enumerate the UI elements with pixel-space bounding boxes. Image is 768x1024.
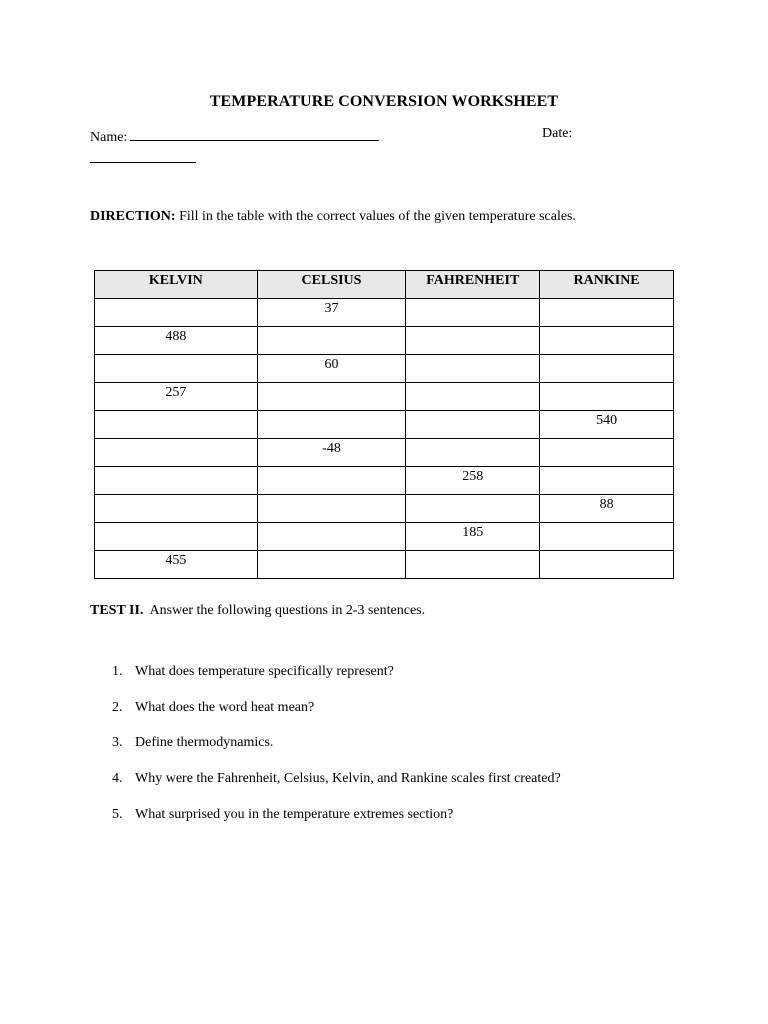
question-text: Why were the Fahrenheit, Celsius, Kelvin, and Rankine scales first created? — [135, 771, 561, 787]
table-row — [95, 383, 674, 411]
table-cell[interactable] — [95, 355, 258, 383]
direction-body: Fill in the table with the correct values of the given temperature scales. — [175, 209, 576, 224]
list-item — [112, 770, 561, 806]
table-cell[interactable] — [257, 523, 406, 551]
name-field[interactable] — [90, 126, 379, 146]
question-number: 4. — [112, 771, 123, 787]
table-cell[interactable]: 455 — [95, 551, 258, 579]
date-blank-line[interactable] — [90, 148, 196, 163]
date-label: Date: — [542, 126, 573, 141]
table-cell[interactable] — [95, 411, 258, 439]
question-text: What surprised you in the temperature extremes section? — [135, 806, 454, 822]
table-cell[interactable] — [406, 355, 540, 383]
list-item — [112, 806, 561, 842]
table-row — [95, 495, 674, 523]
question-number: 3. — [112, 735, 123, 751]
table-row — [95, 467, 674, 495]
table-cell[interactable] — [257, 467, 406, 495]
table-cell[interactable] — [406, 383, 540, 411]
table-cell[interactable] — [95, 523, 258, 551]
table-row — [95, 327, 674, 355]
table-cell[interactable] — [540, 355, 674, 383]
table-row — [95, 355, 674, 383]
table-cell[interactable]: 540 — [540, 411, 674, 439]
question-text: Define thermodynamics. — [135, 735, 274, 751]
list-item — [112, 734, 561, 770]
list-item — [112, 663, 561, 699]
conversion-table — [94, 270, 674, 579]
table-header-row — [95, 271, 674, 299]
question-number: 1. — [112, 664, 123, 679]
table-cell[interactable]: 60 — [257, 355, 406, 383]
table-cell[interactable]: 37 — [257, 299, 406, 327]
table-cell[interactable] — [406, 551, 540, 579]
question-text: What does temperature specifically represent? — [135, 664, 394, 679]
header-kelvin: KELVIN — [95, 271, 258, 299]
table-row — [95, 299, 674, 327]
table-row — [95, 439, 674, 467]
table-cell[interactable] — [95, 299, 258, 327]
header-rankine: RANKINE — [540, 271, 674, 299]
table-cell[interactable]: 258 — [406, 467, 540, 495]
test-two-body: Answer the following questions in 2-3 sentences. — [149, 603, 426, 618]
page-title: TEMPERATURE CONVERSION WORKSHEET — [209, 93, 559, 110]
table-cell[interactable] — [406, 495, 540, 523]
table-cell[interactable] — [406, 327, 540, 355]
question-number: 2. — [112, 699, 123, 715]
table-cell[interactable] — [540, 439, 674, 467]
question-text: What does the word heat mean? — [135, 699, 315, 715]
table-cell[interactable] — [95, 439, 258, 467]
table-cell[interactable] — [540, 327, 674, 355]
table-cell[interactable]: 488 — [95, 327, 258, 355]
table-cell[interactable] — [406, 299, 540, 327]
question-number: 5. — [112, 806, 123, 822]
table-cell[interactable] — [257, 383, 406, 411]
table-cell[interactable] — [540, 523, 674, 551]
table-row — [95, 523, 674, 551]
direction-text — [90, 209, 576, 225]
question-list — [112, 663, 561, 841]
table-cell[interactable] — [540, 299, 674, 327]
table-cell[interactable]: 185 — [406, 523, 540, 551]
header-fahrenheit: FAHRENHEIT — [406, 271, 540, 299]
table-cell[interactable] — [540, 383, 674, 411]
table-row — [95, 551, 674, 579]
direction-label: DIRECTION: — [90, 209, 176, 224]
table-cell[interactable] — [257, 327, 406, 355]
table-cell[interactable]: 257 — [95, 383, 258, 411]
name-label: Name: — [90, 130, 128, 145]
table-cell[interactable] — [406, 411, 540, 439]
table-cell[interactable] — [257, 411, 406, 439]
test-two-instruction — [90, 603, 425, 619]
table-cell[interactable] — [540, 467, 674, 495]
name-blank-line[interactable] — [130, 126, 379, 141]
table-cell[interactable] — [95, 495, 258, 523]
table-cell[interactable] — [406, 439, 540, 467]
table-cell[interactable] — [257, 551, 406, 579]
table-cell[interactable] — [540, 551, 674, 579]
table-cell[interactable]: 88 — [540, 495, 674, 523]
test-two-label: TEST II. — [90, 603, 144, 618]
table-cell[interactable] — [257, 495, 406, 523]
header-celsius: CELSIUS — [257, 271, 406, 299]
table-cell[interactable] — [95, 467, 258, 495]
list-item — [112, 699, 561, 735]
table-row — [95, 411, 674, 439]
table-cell[interactable]: -48 — [257, 439, 406, 467]
